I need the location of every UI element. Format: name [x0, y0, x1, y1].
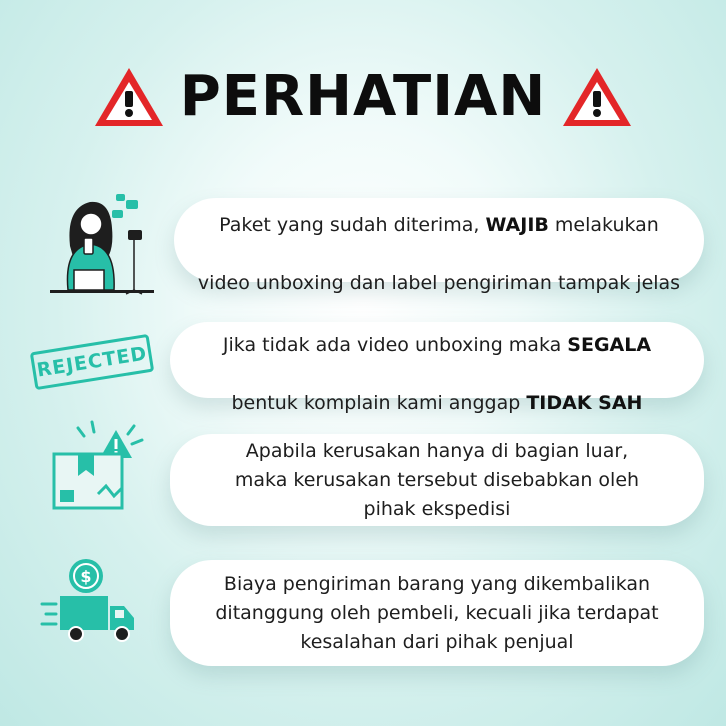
card-text: Apabila kerusakan hanya di bagian luar, maka kerusakan tersebut disebabkan oleh pihak ekspedisi — [234, 439, 640, 520]
card-text: melakukan — [548, 214, 659, 236]
info-card-shipping-cost — [170, 560, 704, 666]
card-text: video unboxing dan label pengiriman tampak jelas — [197, 272, 681, 294]
stamp-text: REJECTED — [35, 342, 149, 382]
card-text: Paket yang sudah diterima, — [219, 214, 486, 236]
card-text-bold: SEGALA — [567, 334, 652, 356]
delivery-truck-money-icon — [40, 556, 140, 646]
warning-triangle-icon — [560, 65, 634, 129]
info-card-damage — [170, 434, 704, 526]
svg-text:$: $ — [80, 567, 92, 586]
page-title: PERHATIAN — [179, 64, 547, 129]
card-text-bold: WAJIB — [485, 214, 549, 236]
info-card-rejected — [170, 322, 704, 414]
title-row — [0, 62, 726, 132]
unboxing-woman-icon — [44, 188, 156, 298]
damaged-box-icon — [48, 416, 146, 512]
card-text: Jika tidak ada video unboxing maka — [222, 334, 568, 356]
warning-triangle-icon — [92, 65, 166, 129]
card-text: bentuk komplain kami anggap — [231, 392, 527, 414]
card-text-bold: TIDAK SAH — [526, 392, 643, 414]
info-card-unboxing — [174, 198, 704, 294]
card-text: Biaya pengiriman barang yang dikembalikan ditanggung oleh pembeli, kecuali jika terdapat kesalahan dari pihak penjual — [215, 572, 659, 653]
rejected-stamp-icon — [30, 334, 154, 390]
